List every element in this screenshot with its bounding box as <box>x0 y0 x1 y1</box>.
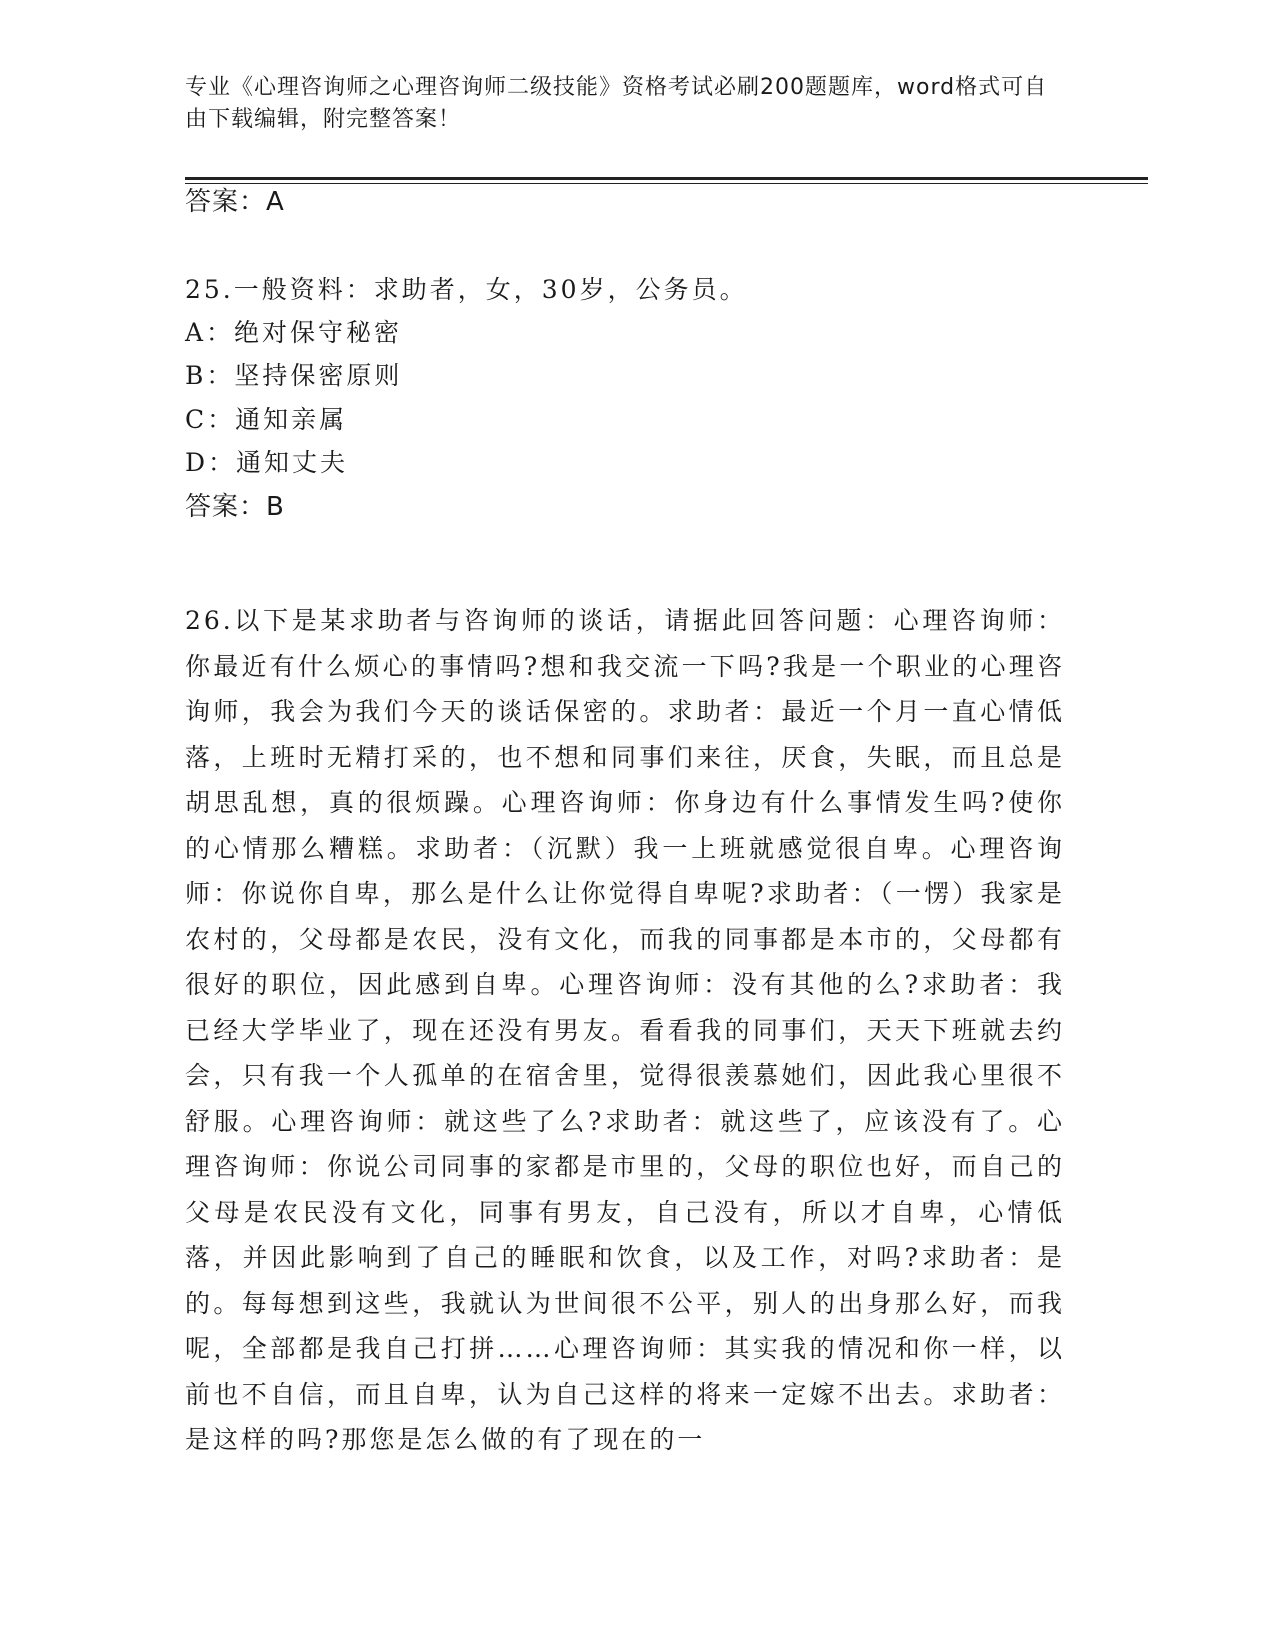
question-26-text: 26.以下是某求助者与咨询师的谈话，请据此回答问题：心理咨询师：你最近有什么烦心的事情吗?想和我交流一下吗?我是一个职业的心理咨询师，我会为我们今天的谈话保密的。求助者：最近一个月一直心情低落，上班时无精打采的，也不想和同事们来往，厌食，失眠，而且总是胡思乱想，真的很烦躁。心理咨询师：你身边有什么事情发生吗?使你的心情那么糟糕。求助者：（沉默）我一上班就感觉很自卑。心理咨询师：你说你自卑，那么是什么让你觉得自卑呢?求助者：（一愣）我家是农村的，父母都是农民，没有文化，而我的同事都是本市的，父母都有很好的职位，因此感到自卑。心理咨询师：没有其他的么?求助者：我已经大学毕业了，现在还没有男友。看看我的同事们，天天下班就去约会，只有我一个人孤单的在宿舍里，觉得很羡慕她们，因此我心里很不舒服。心理咨询师：就这些了么?求助者：就这些了，应该没有了。心理咨询师：你说公司同事的家都是市里的，父母的职位也好，而自己的父母是农民没有文化，同事有男友，自己没有，所以才自卑，心情低落，并因此影响到了自己的睡眠和饮食，以及工作，对吗?求助者：是的。每每想到这些，我就认为世间很不公平，别人的出身那么好，而我呢，全部都是我自己打拼……心理咨询师：其实我的情况和你一样，以前也不自信，而且自卑，认为自己这样的将来一定嫁不出去。求助者：是这样的吗?那您是怎么做的有了现在的一 <box>185 606 1065 1454</box>
header-divider-thick <box>185 177 1148 180</box>
header-divider-thin <box>185 183 1148 184</box>
question-25-answer: 答案：B <box>185 492 285 522</box>
question-25-option-b: B：坚持保密原则 <box>185 361 403 390</box>
question-25-option-c: C：通知亲属 <box>185 405 348 434</box>
question-25-stem: 25.一般资料：求助者，女，30岁，公务员。 <box>185 275 748 304</box>
document-header: 专业《心理咨询师之心理咨询师二级技能》资格考试必刷200题题库，word格式可自由下载编辑，附完整答案！ <box>185 75 1048 132</box>
question-25-option-d: D：通知丈夫 <box>185 448 349 477</box>
question-25-option-a: A：绝对保守秘密 <box>185 318 403 347</box>
previous-answer: 答案：A <box>185 187 285 217</box>
